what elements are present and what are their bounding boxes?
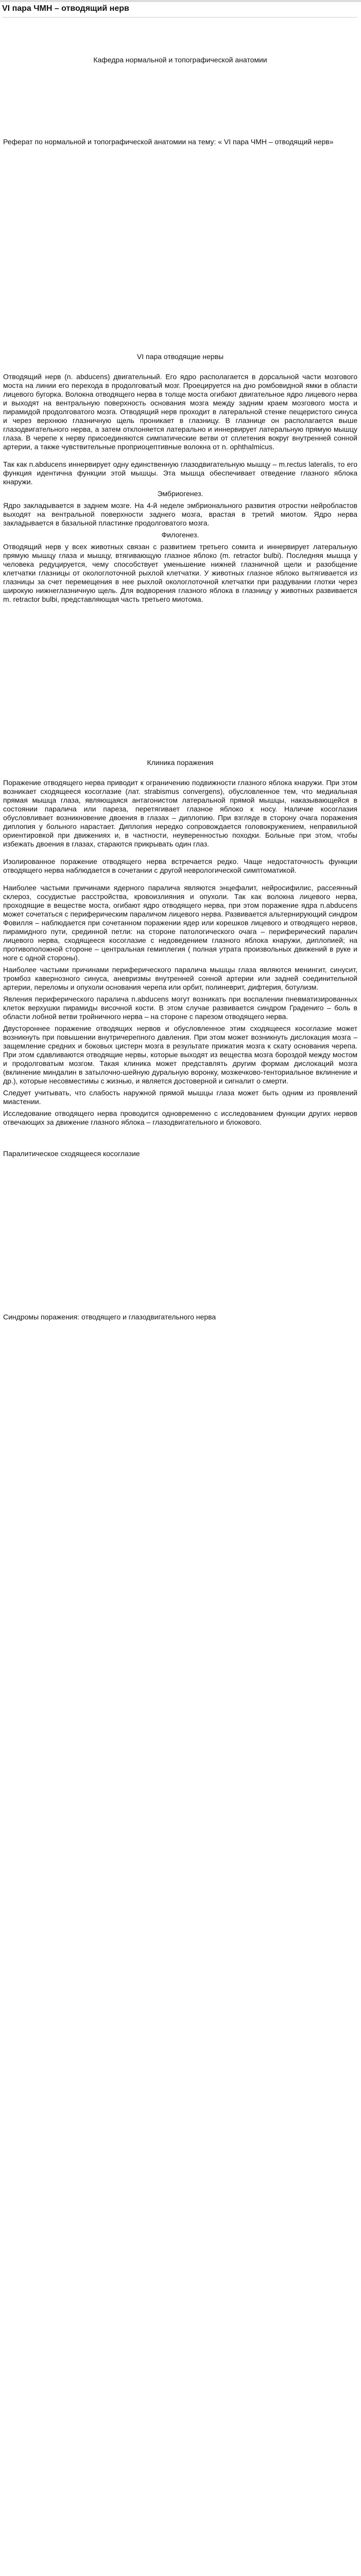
heading-paralytic-strabismus: Паралитическое сходящееся косоглазие <box>3 1149 140 1158</box>
paragraph-peripheral-paralysis: Наиболее частыми причинами периферического паралича мышцы глаза являются менингит, синусит, тромбоз кавернозного синуса, аневризмы внутренней сонной артерии или задней соединительной артерии, переломы и опухоли основания черепа или орбит, полиневрит, дифтерия, ботулизм. <box>3 965 357 991</box>
page-title: VI пара ЧМН – отводящий нерв <box>2 4 129 13</box>
paragraph-isolated-lesion: Изолированное поражение отводящего нерва встречается редко. Чаще недостаточность функции отводящего нерва наблюдается в сочетании с другой неврологической симптоматикой. <box>3 857 357 874</box>
paragraph-anatomy: Отводящий нерв (n. abducens) двигательный. Его ядро располагается в дорсальной части мозгового моста на линии его перехода в продолговатый мозг. Проецируется на дно ромбовидной ямки в области лицевого бугорка. Волокна отводящего нерва в толще моста огибают двигательное ядро лицевого нерва и выходят на вентральную поверхность основания мозга между задним краем мозгового моста и пирамидой продолговатого мозга. Отводящий нерв проходит в латеральной стенке пещеристого синуса и через верхнюю глазничную щель проникает в глазницу. В глазнице он располагается выше глазодвигательного нерва, а затем отклоняется латерально и иннервирует латеральную прямую мышцу глаза. В черепе к нерву присоединяются симпатические ветви от сплетения вокруг внутренней сонной артерии, а также чувствительные проприоцептивные волокна от n. ophthalmicus. <box>3 372 357 451</box>
heading-embryogenesis: Эмбриогенез. <box>157 489 203 498</box>
paragraph-clinic: Поражение отводящего нерва приводит к ограничению подвижности глазного яблока кнаружи. При этом возникает сходящееся косоглазие (лат. strabismus convergens), обусловленное тем, что медиальная прямая мышца глаза, являющаяся антагонистом латеральной прямой мышцы, наказывающейся в состоянии паралича или пареза, перетягивает глазное яблоко к носу. Наличие косоглазия обусловливает возникновение двоения в глазах – диплопию. При взгляде в сторону очага поражения диплопия у больного нарастает. Диплопия нередко сопровождается головокружением, неправильной ориентировкой при движениях и, в частности, неуверенностью походки. Больные при этом, чтобы избежать двоения в глазах, стараются прикрывать один глаз. <box>3 778 357 848</box>
paragraph-gradenigo: Явления периферического паралича n.abducens могут возникать при воспалении пневматизированных клеток верхушки пирамиды височной кости. В этом случае развивается синдром Градениго – боль в области лобной ветви тройничного нерва – на стороне с парезом отводящего нерва. <box>3 995 357 1021</box>
document-body <box>3 19 357 1321</box>
paragraph-phylogenesis: Отводящий нерв у всех животных связан с развитием третьего сомита и иннервирует латеральную прямую мышцу глаза и мышцу, втягивающую глазное яблоко (m. retractor bulbi). Последняя мышца у человека редуцируется, чему способствует уменьшение нижней глазничной щели и разобщение клетчатки глазницы от окологлоточной рыхлой клетчатки. У животных глазное яблоко вытягивается из глазницы за счет перемещения в нее рыхлой окологлоточной клетчатки при раздувании глотки через широкую нижнеглазничную щель. Для водворения глазного яблока в глазницу у животных развивается m. retractor bulbi, представляющая часть третьего миотома. <box>3 543 357 603</box>
paragraph-myasthenia: Следует учитывать, что слабость наружной прямой мышцы глаза может быть одним из проявлений миастении. <box>3 1089 357 1106</box>
heading-syndromes: Синдромы поражения: отводящего и глазодвигательного нерва <box>3 1313 216 1321</box>
paragraph-embryogenesis: Ядро закладывается в заднем мозге. На 4-й неделе эмбрионального развития отростки нейробластов выходят на вентральной поверхности заднего мозга, врастая в третий миотом. Ядро нерва закладывается в базальной пластинке продолговатого мозга. <box>3 501 357 527</box>
referat-line: Реферат по нормальной и топографической анатомии на тему: « VI пара ЧМН – отводящий нерв» <box>3 138 334 146</box>
top-divider <box>0 0 361 2</box>
paragraph-examination: Исследование отводящего нерва проводится одновременно с исследованием функции других нервов отвечающих за движение глазного яблока – глазодвигательного и блокового. <box>3 1109 357 1126</box>
heading-main: VI пара отводящие нервы <box>136 352 224 361</box>
paragraph-bilateral-lesion: Двустороннее поражение отводящих нервов и обусловленное этим сходящееся косоглазие может возникнуть при повышении внутричерепного давления. При этом может возникнуть дислокация мозга – защемление средних и боковых цистерн мозга в результате прижатия мозга к скату основания черепа. При этом сдавливаются отводящие нервы, которые выходят из вещества мозга бороздой между мостом и продолговатым мозгом. Такая клиника может представлять другим формам дислокаций мозга (вклинение миндалин в затылочно-шейную дуральную воронку, мозжечково-тенториальное вклинение и др.), которые несовместимы с жизнью, и является достоверной и сигналит о смерти. <box>3 1024 357 1085</box>
heading-clinic: Клиника поражения <box>147 758 214 767</box>
department-line: Кафедра нормальной и топографической анатомии <box>93 56 267 64</box>
title-divider <box>2 17 357 18</box>
heading-phylogenesis: Филогенез. <box>161 531 199 539</box>
paragraph-nuclear-paralysis: Наиболее частыми причинами ядерного паралича являются энцефалит, нейросифилис, рассеянный склероз, сосудистые расстройства, кровоизлияния и опухоли. Так как волокна лицевого нерва, проходящие в веществе моста, огибают ядро отводящего нерва, при этом поражение ядра n.abducens может сочетаться с периферическим параличом лицевого нерва. Развивается альтернирующий синдром Фовилля – наблюдается при сочетанном поражении ядер или корешков лицевого и отводящего нервов, пирамидного пути, срединной петли: на стороне патологического очага – периферический паралич лицевого нерва, сходящееся косоглазие с недоведением глазного яблока кнаружи, диплопией; на противоположной стороне – центральная гемиплегия ( полная утрата произвольных движений в руке и ноге с одной стороны). <box>3 884 357 962</box>
paragraph-function: Так как n.abducens иннервирует одну единственную глазодвигательную мышцу – m.rectus lateralis, то его функция идентична функции этой мышцы. Эта мышца обеспечивает отведение глазного яблока кнаружи. <box>3 460 357 486</box>
